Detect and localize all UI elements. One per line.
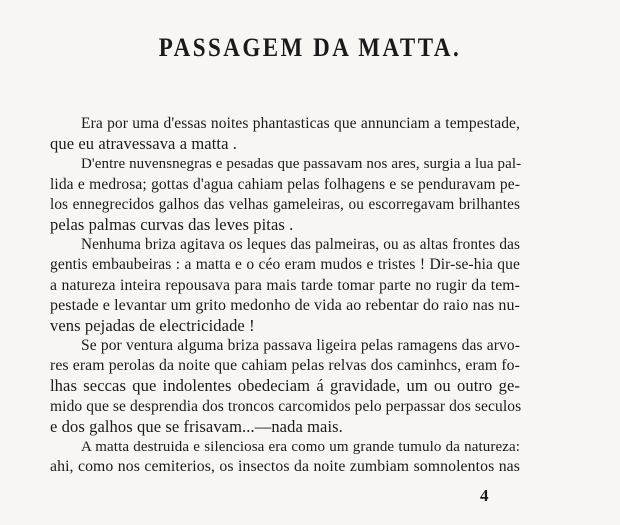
text-line: ahi, como nos cemiterios, os insectos da noite zumbiam somnolentos nas <box>50 458 520 476</box>
body-text <box>50 114 520 477</box>
text-line-paragraph-start: D'entre nuvensnegras e pesadas que passavam nos ares, surgia a lua pal- <box>81 156 522 173</box>
text-line: res eram perolas da noite que cahiam pelas relvas dos caminhcs, eram fo- <box>50 357 520 375</box>
text-line: vens pejadas de electricidade ! <box>50 315 255 335</box>
text-line: lida e medrosa; gottas d'agua cahiam pelas folhagens e se penduravam pe- <box>50 175 520 193</box>
text-line: lhas seccas que indolentes obedeciam á gravidade, um ou outro ge- <box>50 376 520 396</box>
text-line: a natureza inteira repousava para mais tarde tomar parte no rugir da tem- <box>50 276 520 294</box>
chapter-title: PASSAGEM DA MATTA. <box>158 33 462 62</box>
text-line: los ennegrecidos galhos das velhas gameleiras, ou escorregavam brilhantes <box>50 195 520 213</box>
text-line: gentis embaubeiras : a matta e o céo eram mudos e tristes ! Dir-se-hia que <box>50 256 520 274</box>
text-line-paragraph-start: Nenhuma briza agitava os leques das palmeiras, ou as altas frontes das <box>81 236 520 254</box>
text-line-paragraph-start: Era por uma d'essas noites phantasticas que annunciam a tempestade, <box>81 115 520 132</box>
text-line: pelas palmas curvas das leves pitas . <box>50 214 294 234</box>
text-line: pestade e levantar um grito medonho de vida ao rebentar do raio nas nu- <box>50 296 520 314</box>
text-line-paragraph-start: Se por ventura alguma briza passava ligeira pelas ramagens das arvo- <box>81 337 520 355</box>
text-line-paragraph-start: A matta destruida e silenciosa era como um grande tumulo da natureza: <box>81 439 520 455</box>
text-line: mido que se desprendia dos troncos carcomidos pelo perpassar dos seculos <box>50 397 522 415</box>
text-line: que eu atravessava a matta . <box>50 134 237 154</box>
text-line: e dos galhos que se frisavam...—nada mais. <box>50 416 343 436</box>
page-number: 4 <box>480 486 489 505</box>
